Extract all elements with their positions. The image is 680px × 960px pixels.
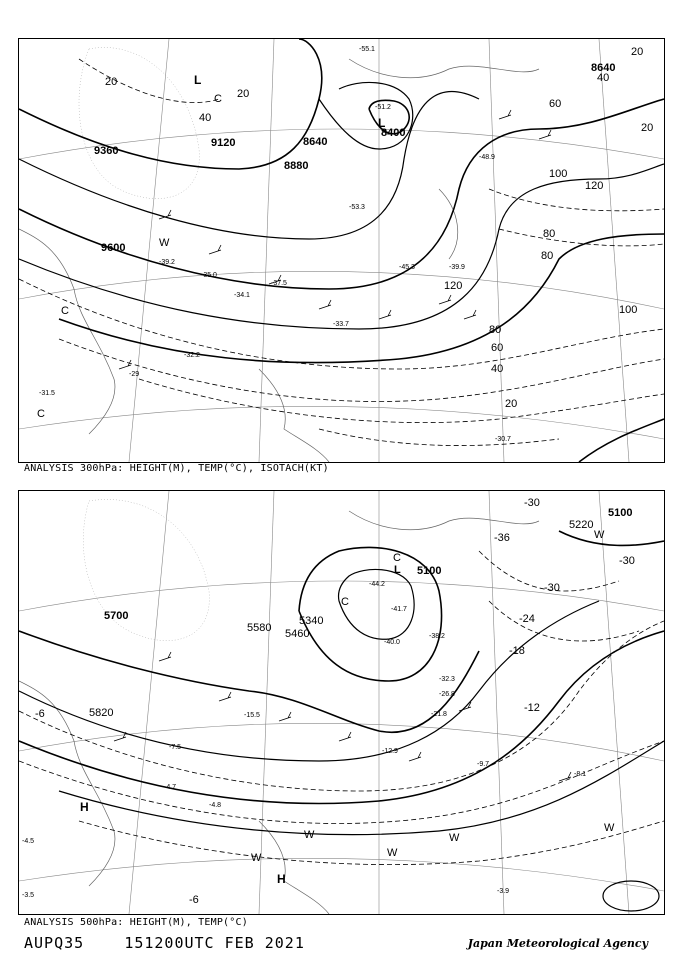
- caption-500hpa: ANALYSIS 500hPa: HEIGHT(M), TEMP(°C): [24, 917, 248, 928]
- cold-center: C: [61, 305, 69, 317]
- temp-label: -9.7: [477, 761, 490, 768]
- low-center: L: [194, 73, 202, 87]
- temp-label: -39.9: [449, 264, 465, 271]
- isotach-label: 20: [105, 76, 118, 88]
- isotach-label: 120: [585, 180, 604, 192]
- temp-label: -4.7: [164, 784, 177, 791]
- temp-label: -41.7: [391, 606, 407, 613]
- warm-center: W: [449, 832, 460, 844]
- temp-label: -21.8: [431, 711, 447, 718]
- height-label: 5820: [89, 707, 114, 719]
- low-center: L: [394, 564, 401, 576]
- temp-label: -33.7: [333, 321, 349, 328]
- temp-label: -12.9: [382, 748, 398, 755]
- warm-center: W: [159, 237, 170, 249]
- temp-label: -53.3: [349, 204, 365, 211]
- isotach-label: 20: [237, 88, 250, 100]
- isotach-label: 60: [491, 342, 504, 354]
- high-center: H: [277, 872, 286, 886]
- height-label: 5340: [299, 615, 324, 627]
- temp-label: -39.2: [159, 259, 175, 266]
- height-label: 9120: [211, 137, 236, 149]
- temp-label: -15.5: [244, 712, 260, 719]
- height-label: 5580: [247, 622, 272, 634]
- warm-center: W: [304, 829, 315, 841]
- map-300hpa-canvas: [19, 39, 664, 462]
- isotach-label: 40: [199, 112, 212, 124]
- temp-label: -34.1: [234, 292, 250, 299]
- height-label: 5220: [569, 519, 594, 531]
- temp-label: -48.9: [479, 154, 495, 161]
- temp-contour-label: -6: [189, 894, 199, 906]
- temp-label: -35.0: [201, 272, 217, 279]
- isotach-label: 80: [543, 228, 556, 240]
- cold-center: C: [341, 596, 349, 608]
- isotach-label: 80: [489, 324, 502, 336]
- temp-label: -7.5: [169, 744, 182, 751]
- graticule: [19, 491, 664, 914]
- height-label: 9600: [101, 242, 126, 254]
- agency-name: Japan Meteorological Agency: [467, 937, 648, 950]
- chart-time: 151200UTC FEB 2021: [124, 934, 305, 952]
- temp-label: -4.5: [22, 838, 35, 845]
- height-label: 5100: [608, 507, 633, 519]
- closed-contour: [603, 881, 659, 911]
- height-contours: [19, 531, 664, 835]
- chart-id-and-time: [24, 934, 305, 952]
- temp-label: -40.0: [384, 639, 400, 646]
- temp-label: -3.9: [497, 888, 510, 895]
- warm-center: W: [604, 822, 615, 834]
- temp-contour-label: -30: [524, 497, 540, 509]
- temp-contour-label: -36: [494, 532, 510, 544]
- temp-label: -4.8: [209, 802, 222, 809]
- caption-300hpa: ANALYSIS 300hPa: HEIGHT(M), TEMP(°C), ISOTACH(KT): [24, 463, 329, 474]
- height-label: 5460: [285, 628, 310, 640]
- temp-label: -31.5: [39, 390, 55, 397]
- isotach-label: 100: [549, 168, 568, 180]
- temp-label: -8.1: [574, 771, 587, 778]
- temp-label: -3.5: [22, 892, 35, 899]
- warm-center: W: [594, 529, 605, 541]
- hatched-area: [79, 47, 202, 198]
- cold-center: C: [37, 408, 45, 420]
- temp-label: -30.7: [495, 436, 511, 443]
- temp-contour-label: -30: [544, 582, 560, 594]
- wind-barbs: [119, 110, 554, 369]
- height-label: 5100: [417, 565, 442, 577]
- map-500hpa-canvas: [19, 491, 664, 914]
- warm-center: W: [251, 852, 262, 864]
- cold-center: C: [214, 93, 222, 105]
- temp-contour-label: -18: [509, 645, 525, 657]
- temp-label: -44.2: [369, 581, 385, 588]
- height-label: 8880: [284, 160, 309, 172]
- chart-code: AUPQ35: [24, 934, 85, 952]
- hatched-area: [83, 499, 209, 640]
- height-label: 9360: [94, 145, 119, 157]
- temp-label: -51.2: [375, 104, 391, 111]
- temp-contour-label: -24: [519, 613, 535, 625]
- temp-label: -29: [129, 371, 140, 378]
- isotach-label: 100: [619, 304, 638, 316]
- height-label: 8640: [303, 136, 328, 148]
- temp-label: -32.3: [439, 676, 455, 683]
- temp-label: -26.8: [439, 691, 455, 698]
- wind-barbs: [114, 652, 571, 781]
- warm-center: W: [387, 847, 398, 859]
- height-label: 8400: [381, 127, 406, 139]
- high-center: H: [80, 800, 89, 814]
- isotach-label: 20: [631, 46, 644, 58]
- temp-label: -45.3: [399, 264, 415, 271]
- height-label: 8640: [591, 62, 616, 74]
- map-300hpa: [18, 38, 665, 463]
- isotach-label: 20: [641, 122, 654, 134]
- isotach-label: 40: [597, 72, 610, 84]
- isotach-label: 80: [541, 250, 554, 262]
- low-center: L: [378, 116, 386, 130]
- isotach-label: 20: [505, 398, 518, 410]
- temp-label: -38.2: [429, 633, 445, 640]
- isotach-label: 60: [549, 98, 562, 110]
- temp-contour-label: -6: [35, 708, 45, 720]
- coastline: [19, 59, 539, 462]
- temp-label: -55.1: [359, 46, 375, 53]
- temp-contour-label: -30: [619, 555, 635, 567]
- temp-contour-label: -12: [524, 702, 540, 714]
- height-label: 5700: [104, 610, 129, 622]
- temp-label: -37.5: [271, 280, 287, 287]
- map-500hpa: [18, 490, 665, 915]
- isotach-label: 40: [491, 363, 504, 375]
- temp-label: -32.2: [184, 352, 200, 359]
- isotach-label: 120: [444, 280, 463, 292]
- cold-center: C: [393, 552, 401, 564]
